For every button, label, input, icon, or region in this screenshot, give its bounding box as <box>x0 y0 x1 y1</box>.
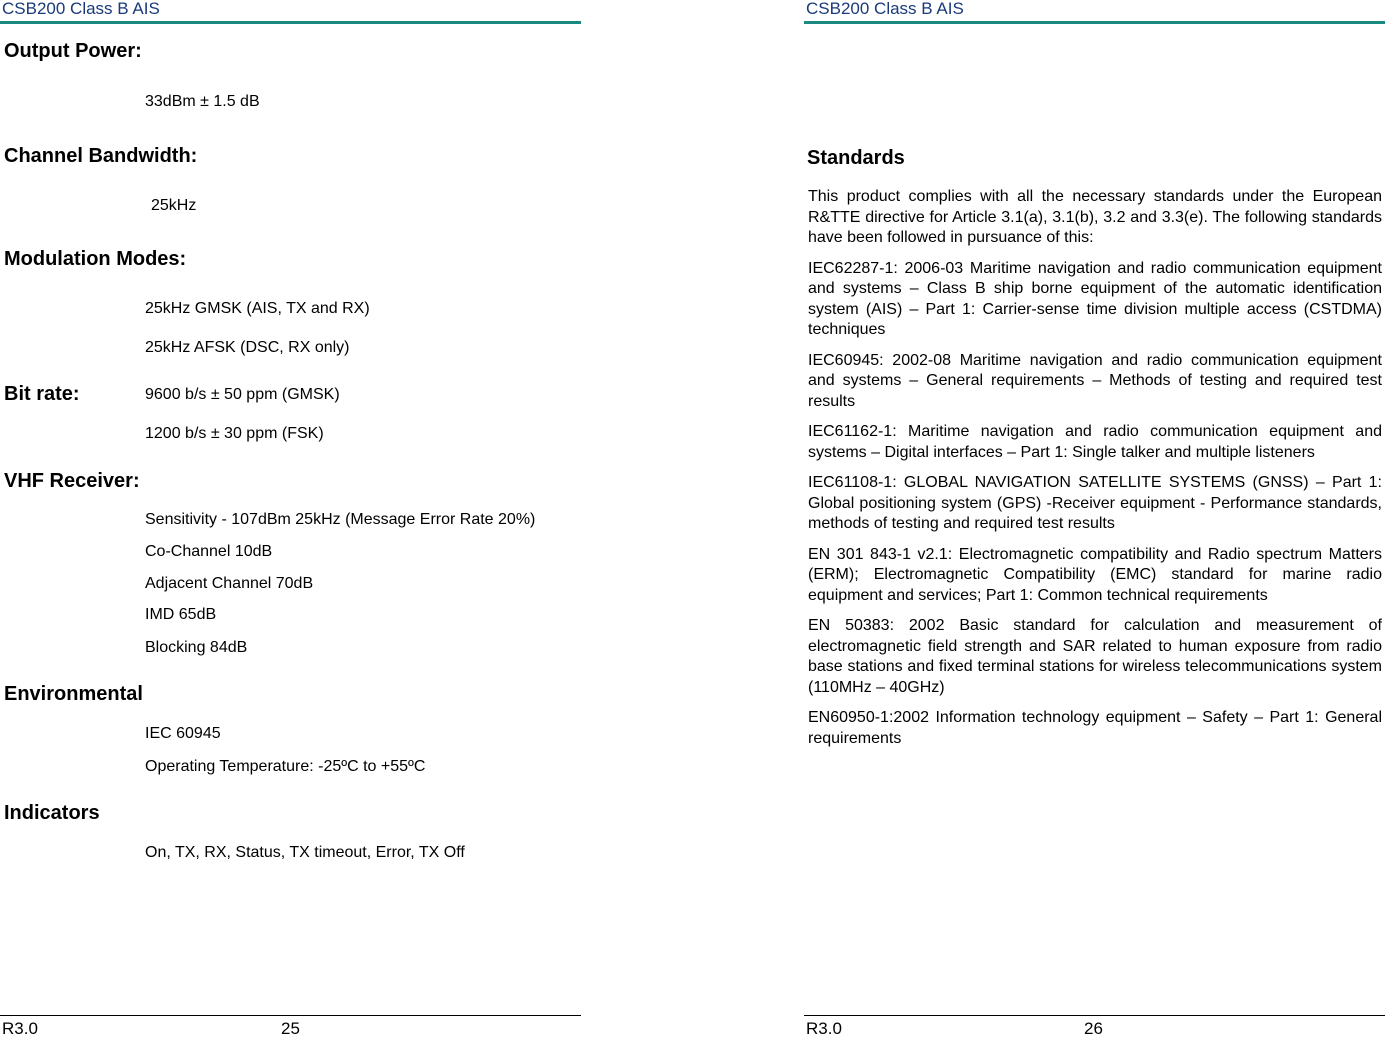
footer-revision: R3.0 <box>2 1019 38 1038</box>
vhf-receiver-heading: VHF Receiver: <box>4 470 140 492</box>
output-power-heading: Output Power: <box>4 40 142 62</box>
footer-page-number: 26 <box>1084 1019 1103 1038</box>
indicators-value: On, TX, RX, Status, TX timeout, Error, TX Off <box>145 844 465 861</box>
footer-page-number: 25 <box>281 1019 300 1038</box>
standards-paragraph: EN60950-1:2002 Information technology equipment – Safety – Part 1: General requirements <box>808 709 1382 747</box>
standards-heading: Standards <box>807 147 905 169</box>
standards-body <box>808 187 1382 759</box>
standards-paragraph: IEC60945: 2002-08 Maritime navigation and radio communication equipment and systems – General requirements – Methods of testing and required test results <box>808 351 1382 410</box>
environmental-heading: Environmental <box>4 683 143 705</box>
vhf-receiver-item: Sensitivity - 107dBm 25kHz (Message Error Rate 20%) <box>145 511 536 528</box>
right-page <box>804 0 1385 1036</box>
footer-rule <box>0 1015 581 1016</box>
standards-paragraph: IEC62287-1: 2006-03 Maritime navigation and radio communication equipment and systems – Class B ship borne equipment of the automatic identification system (AIS) – Part 1: Carrier-sense time division multiple access (CSTDMA) techniques <box>808 259 1382 338</box>
footer-revision: R3.0 <box>806 1019 842 1038</box>
standards-paragraph: EN 301 843-1 v2.1: Electromagnetic compatibility and Radio spectrum Matters (ERM); Electromagnetic Compatibility (EMC) standard for marine radio equipment and services; Part 1: Common technical requirements <box>808 545 1382 604</box>
vhf-receiver-item: Adjacent Channel 70dB <box>145 575 314 592</box>
header-title: CSB200 Class B AIS <box>806 0 964 18</box>
modulation-item: 25kHz GMSK (AIS, TX and RX) <box>145 300 370 317</box>
header-rule <box>0 21 581 24</box>
channel-bandwidth-heading: Channel Bandwidth: <box>4 145 198 167</box>
vhf-receiver-item: Co-Channel 10dB <box>145 543 273 560</box>
modulation-heading: Modulation Modes: <box>4 248 187 270</box>
standards-paragraph: IEC61162-1: Maritime navigation and radio communication equipment and systems – Digital interfaces – Part 1: Single talker and multiple listeners <box>808 423 1382 461</box>
indicators-heading: Indicators <box>4 802 100 824</box>
vhf-receiver-item: Blocking 84dB <box>145 639 248 656</box>
channel-bandwidth-value: 25kHz <box>151 197 197 214</box>
bit-rate-heading: Bit rate: <box>4 383 80 405</box>
standards-paragraph: IEC61108-1: GLOBAL NAVIGATION SATELLITE SYSTEMS (GNSS) – Part 1: Global positioning system (GPS) -Receiver equipment - Performance standards, methods of testing and required test results <box>808 474 1382 532</box>
standards-paragraph: EN 50383: 2002 Basic standard for calculation and measurement of electromagnetic field strength and SAR related to human exposure from radio base stations and fixed terminal stations for wireless telecommunications system (110MHz – 40GHz) <box>808 617 1382 696</box>
footer-rule <box>804 1015 1385 1016</box>
bit-rate-item: 1200 b/s ± 30 ppm (FSK) <box>145 425 324 442</box>
left-page <box>0 0 581 1036</box>
modulation-item: 25kHz AFSK (DSC, RX only) <box>145 339 350 356</box>
environmental-item: Operating Temperature: -25ºC to +55ºC <box>145 758 426 775</box>
environmental-item: IEC 60945 <box>145 725 221 742</box>
header-rule <box>804 21 1385 24</box>
standards-paragraph: This product complies with all the necessary standards under the European R&TTE directive for Article 3.1(a), 3.1(b), 3.2 and 3.3(e). The following standards have been followed in pursuance of this: <box>808 188 1382 246</box>
output-power-value: 33dBm ± 1.5 dB <box>145 93 260 110</box>
header-title: CSB200 Class B AIS <box>2 0 160 18</box>
bit-rate-item: 9600 b/s ± 50 ppm (GMSK) <box>145 386 340 403</box>
vhf-receiver-item: IMD 65dB <box>145 606 217 623</box>
